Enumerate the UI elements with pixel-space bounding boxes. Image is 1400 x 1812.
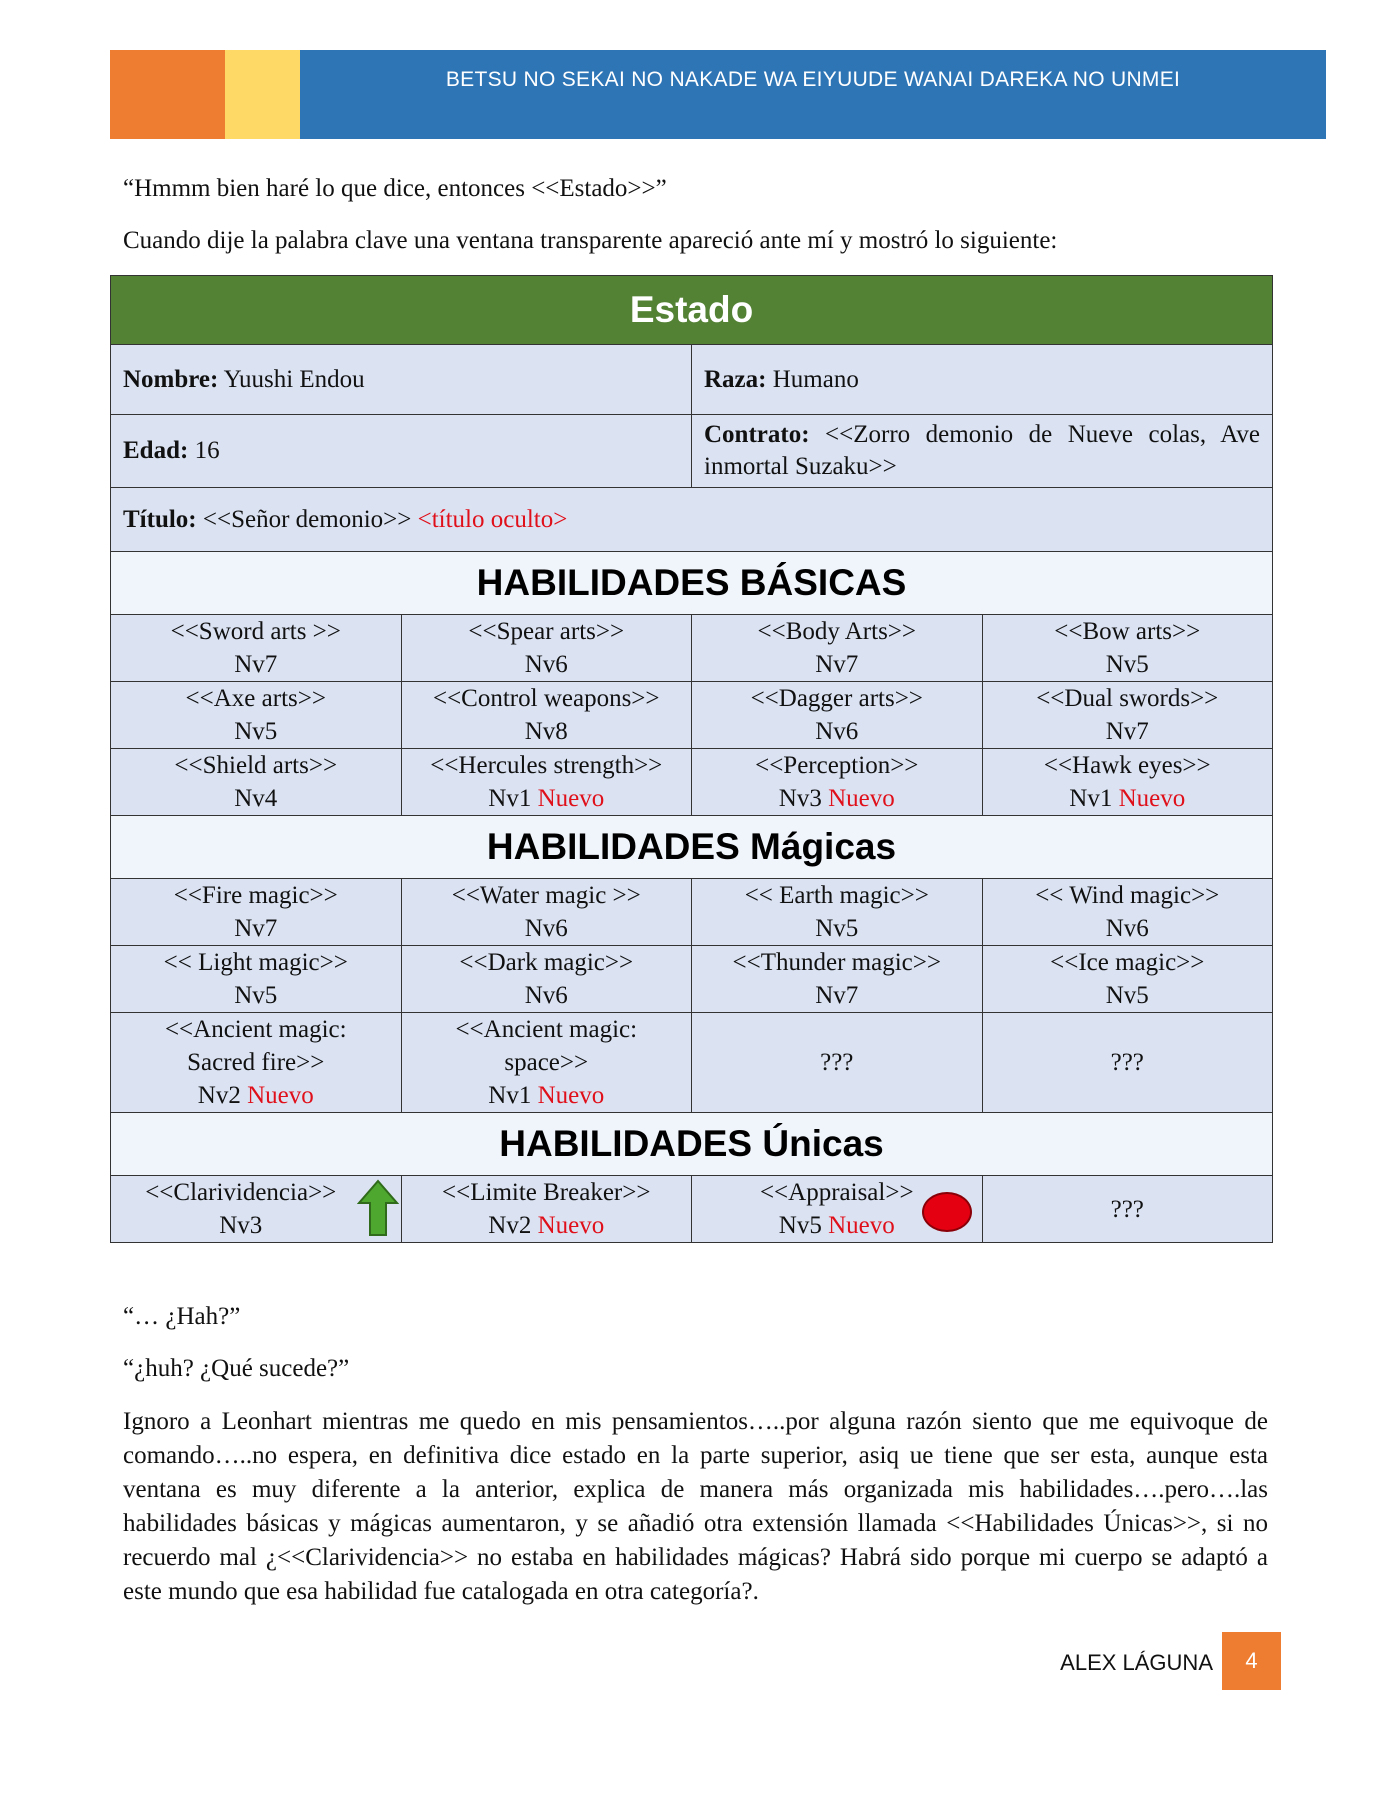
skill-row [111,749,1273,816]
skill-name: <<Fire magic>> [173,882,338,909]
race-label: Raza: [704,365,767,393]
skill-level: Nv5 [778,1212,822,1239]
skill-level: Nv6 [1105,915,1149,942]
status-title: Estado [111,276,1273,345]
header-title: BETSU NO SEKAI NO NAKADE WA EIYUUDE WANAI DAREKA NO UNMEI [445,68,1181,91]
skill-level: Nv6 [524,915,568,942]
skill-new-tag: Nuevo [821,1212,895,1239]
skill-level: Nv2 [488,1212,532,1239]
skill-name: <<Clarividencia>> [145,1179,337,1206]
skill-new-tag: Nuevo [240,1082,314,1109]
skill-name: <<Ice magic>> [1050,949,1205,976]
skill-cell [401,879,692,946]
skill-cell [111,749,402,816]
skill-name: <<Hawk eyes>> [1043,752,1211,779]
red-dot-icon [922,1192,972,1232]
skill-new-tag: Nuevo [821,785,895,812]
header-yellow-block [225,50,300,139]
skill-name: <<Water magic >> [451,882,641,909]
skill-cell [401,946,692,1013]
skill-cell [692,682,983,749]
skill-row [111,1176,1273,1243]
skill-name: ??? [1110,1049,1144,1076]
skill-row [111,1013,1273,1113]
skill-row [111,615,1273,682]
skill-name: ??? [820,1049,854,1076]
skill-name: <<Limite Breaker>> [442,1179,651,1206]
skill-level: Nv6 [815,718,859,745]
title-value: <<Señor demonio>> [196,505,418,533]
skill-cell [692,1176,983,1243]
skill-level: Nv5 [1105,651,1149,678]
skill-cell [111,946,402,1013]
skill-name: <<Appraisal>> [759,1179,914,1206]
skill-name: <<Dark magic>> [459,949,634,976]
magic-skills-header: HABILIDADES Mágicas [111,816,1273,879]
skill-name: << Earth magic>> [744,882,929,909]
skill-name: << Light magic>> [163,949,348,976]
skill-row [111,946,1273,1013]
skill-cell [982,1013,1273,1113]
name-cell [111,345,692,415]
skill-name: <<Bow arts>> [1054,618,1201,645]
page-header [110,50,1326,139]
skill-level: Nv6 [524,651,568,678]
skill-new-tag: Nuevo [1112,785,1186,812]
name-value: Yuushi Endou [218,365,365,393]
skill-cell [401,682,692,749]
skill-cell [111,1176,402,1243]
skill-cell [401,1013,692,1113]
skill-level: Nv7 [234,651,278,678]
skill-level: Nv1 [488,785,532,812]
header-blue-bar [300,50,1326,139]
skill-level: Nv3 [778,785,822,812]
skill-cell [692,879,983,946]
skill-cell [111,1013,402,1113]
title-cell [111,488,1273,552]
skill-level: Nv5 [1105,982,1149,1009]
skill-level: Nv7 [1105,718,1149,745]
skill-level: Nv5 [234,718,278,745]
dialog-line-2: “¿huh? ¿Qué sucede?” [123,1355,350,1382]
skill-cell [111,879,402,946]
unique-skills-header: HABILIDADES Únicas [111,1113,1273,1176]
skill-cell [692,615,983,682]
skill-row [111,682,1273,749]
skill-level: Nv3 [219,1212,263,1239]
contract-cell [692,415,1273,488]
skill-cell [982,879,1273,946]
name-label: Nombre: [123,365,219,393]
skill-cell [692,749,983,816]
contract-label: Contrato: [704,421,810,448]
skill-name: <<Dual swords>> [1036,685,1219,712]
age-cell [111,415,692,488]
skill-level: Nv8 [524,718,568,745]
skill-level: Nv7 [234,915,278,942]
skill-cell [692,946,983,1013]
skill-level: Nv1 [1069,785,1113,812]
skill-name: <<Hercules strength>> [430,752,663,779]
skill-cell [401,749,692,816]
footer-author: ALEX LÁGUNA [1060,1650,1213,1675]
skill-level: Nv2 [197,1082,241,1109]
skill-cell [401,615,692,682]
skill-level: Nv5 [234,982,278,1009]
skill-cell [111,615,402,682]
skill-level: Nv7 [815,651,859,678]
race-value: Humano [766,365,859,393]
page-number: 4 [1222,1632,1281,1690]
intro-paragraph-1: “Hmmm bien haré lo que dice, entonces <<Estado>>” [123,175,667,202]
skill-name: ??? [1110,1195,1144,1223]
skill-row [111,879,1273,946]
skill-name: <<Perception>> [755,752,919,779]
age-value: 16 [188,437,220,464]
skill-level: Nv1 [488,1082,532,1109]
skill-name: <<Spear arts>> [468,618,625,645]
skill-new-tag: Nuevo [531,1212,605,1239]
dialog-line-1: “… ¿Hah?” [123,1303,241,1330]
skill-level: Nv6 [524,982,568,1009]
intro-paragraph-2: Cuando dije la palabra clave una ventana transparente apareció ante mí y mostró lo siguiente: [123,227,1058,254]
title-label: Título: [123,505,197,533]
skill-cell [982,615,1273,682]
skill-name: <<Dagger arts>> [750,685,923,712]
contract-value: <<Zorro demonio de Nueve colas, Ave inmortal Suzaku>> [704,421,1260,480]
body-paragraph: Ignoro a Leonhart mientras me quedo en mis pensamientos…..por alguna razón siento que me equivoque de comando…..no espera, en definitiva dice estado en la parte superior, asiq ue tiene que ser esta, aunque esta ventana es muy diferente a la anterior, explica de manera más organizada mis habilidades….pero….las habilidades básicas y mágicas aumentaron, y se añadió otra extensión llamada <<Habilidades Únicas>>, si no recuerdo mal ¿<<Clarividencia>> no estaba en habilidades mágicas? Habrá sido porque mi cuerpo se adaptó a este mundo que esa habilidad fue catalogada en otra categoría?. [123,1408,1268,1605]
green-up-arrow-icon [357,1179,399,1246]
skill-name: <<Axe arts>> [185,685,326,712]
skill-name: <<Ancient magic: Sacred fire>> [164,1016,347,1076]
skill-new-tag: Nuevo [531,785,605,812]
skill-cell [401,1176,692,1243]
skill-name: <<Control weapons>> [432,685,660,712]
skill-cell [982,946,1273,1013]
skill-cell [982,682,1273,749]
skill-name: <<Shield arts>> [174,752,338,779]
skill-level: Nv4 [234,785,278,812]
skill-name: << Wind magic>> [1035,882,1220,909]
race-cell [692,345,1273,415]
skill-name: <<Sword arts >> [170,618,341,645]
skill-level: Nv5 [815,915,859,942]
basic-skills-header: HABILIDADES BÁSICAS [111,552,1273,615]
skill-name: <<Thunder magic>> [732,949,941,976]
skill-new-tag: Nuevo [531,1082,605,1109]
hidden-title: <título oculto> [417,505,568,533]
skill-cell [111,682,402,749]
skill-cell [982,749,1273,816]
skill-cell [692,1013,983,1113]
skill-name: <<Body Arts>> [757,618,916,645]
age-label: Edad: [123,437,189,464]
skill-name: <<Ancient magic: space>> [455,1016,638,1076]
status-window [110,275,1273,1243]
skill-cell [982,1176,1273,1243]
skill-level: Nv7 [815,982,859,1009]
header-orange-block [110,50,225,139]
